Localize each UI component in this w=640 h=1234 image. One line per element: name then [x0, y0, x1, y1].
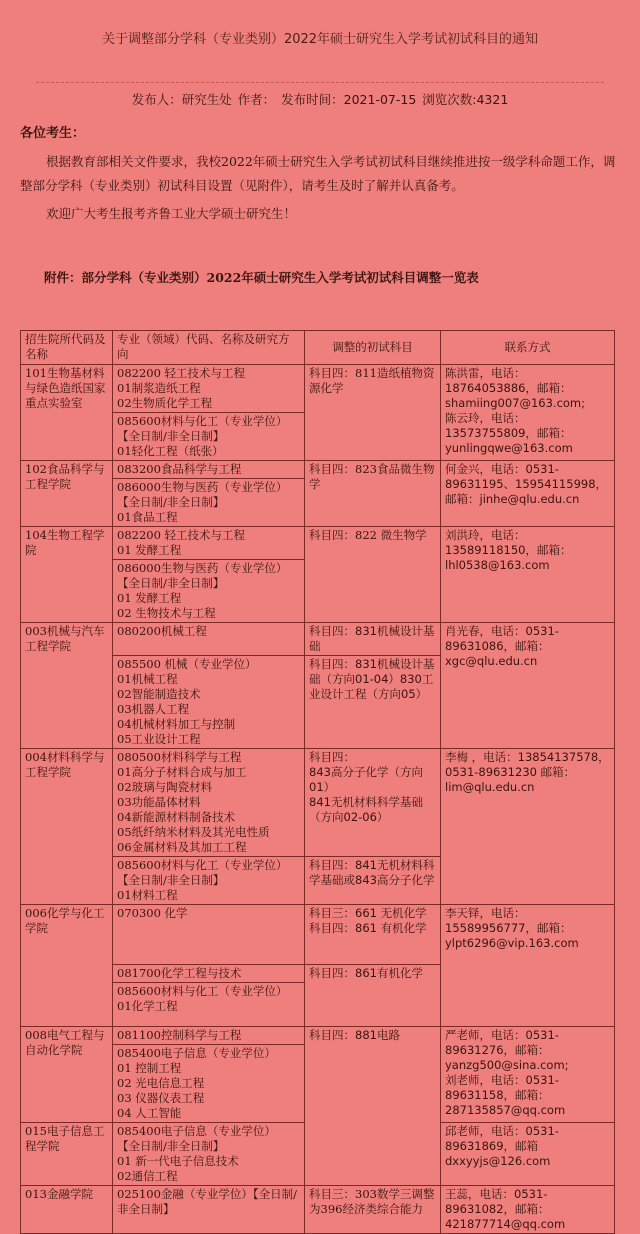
cell-line: 02通信工程 [117, 1169, 178, 1183]
cell-line: 086000生物与医药（专业学位）【全日制/非全日制】 [117, 480, 288, 509]
cell-line: 何金兴，电话：0531-89631195、15954115998，邮箱：jinhe@qlu.edu.cn [445, 462, 608, 506]
cell-line: 070300 化学 [117, 906, 188, 920]
cell-line: 王蕊，电话：0531-89631082，邮箱：421877714@qq.com [445, 1187, 566, 1231]
major-cell [113, 623, 305, 656]
cell-line: 李天铎，电话：15589956777，邮箱：ylpt6296@vip.163.com [445, 906, 579, 950]
cell-line: 01 发酵工程 [117, 591, 182, 605]
cell-line: 080200机械工程 [117, 624, 207, 638]
cell-line: 080500材料科学与工程 [117, 750, 242, 764]
cell-line: 刘老师，电话：0531-89631158，邮箱：287135857@qq.com [445, 1073, 566, 1117]
appendix-title: 附件：部分学科（专业类别）2022年硕士研究生入学考试初试科目调整一览表 [44, 270, 479, 285]
major-cell [113, 983, 305, 1027]
subject-cell: 科目四：861有机化学 [305, 965, 441, 1027]
cell-line: 01化学工程 [117, 999, 178, 1013]
college-cell: 003机械与汽车工程学院 [21, 623, 113, 749]
cell-line: 843高分子化学（方向01） [309, 765, 423, 794]
cell-line: 01食品工程 [117, 510, 178, 524]
cell-line: 科目四： [309, 750, 355, 764]
cell-line: 05工业设计工程 [117, 732, 201, 746]
cell-line: 025100金融（专业学位）【全日制/非全日制】 [117, 1187, 298, 1216]
cell-line: 01制浆造纸工程 [117, 381, 201, 395]
cell-line: 085400电子信息（专业学位） [117, 1046, 276, 1060]
contact-cell [441, 527, 615, 623]
major-cell [113, 527, 305, 560]
major-cell [113, 1186, 305, 1234]
subject-cell: 科目四：811造纸植物资源化学 [305, 365, 441, 461]
cell-line: 01 发酵工程 [117, 543, 182, 557]
cell-line: 肖光春，电话：0531-89631086，邮箱：xgc@qlu.edu.cn [445, 624, 559, 668]
college-cell: 006化学与化工学院 [21, 905, 113, 1027]
subject-cell: 科目三：661 无机化学 科目四：861 有机化学 [305, 905, 441, 965]
header-college: 招生院所代码及名称 [21, 331, 113, 365]
cell-line: 841无机材料科学基础（方向02-06） [309, 795, 423, 824]
cell-line: 082200 轻工技术与工程 [117, 528, 246, 542]
cell-line: 陈洪雷，电话：18764053886，邮箱：shamiing007@163.com; [445, 366, 585, 410]
cell-line: 085400电子信息（专业学位） [117, 1124, 276, 1138]
subject-cell: 科目四：822 微生物学 [305, 527, 441, 623]
cell-line: 081700化学工程与技术 [117, 966, 242, 980]
contact-cell [441, 905, 615, 1027]
cell-line: 082200 轻工技术与工程 [117, 366, 246, 380]
subject-cell: 科目四：823食品微生物学 [305, 461, 441, 527]
subject-cell: 科目三：303数学三调整为396经济类综合能力 [305, 1186, 441, 1234]
header-contact: 联系方式 [441, 331, 615, 365]
cell-line: 02 生物技术与工程 [117, 606, 216, 620]
contact-cell [441, 1186, 615, 1234]
major-cell [113, 413, 305, 461]
major-cell [113, 1045, 305, 1123]
subject-cell: 科目四：831机械设计基础（方向01-04）830工业设计工程（方向05） [305, 656, 441, 749]
cell-line: 085600材料与化工（专业学位）【全日制/非全日制】 [117, 858, 288, 887]
cell-line: 李梅 ，电话：13854137578，0531-89631230 邮箱：lim@qlu.edu.cn [445, 750, 610, 794]
college-cell: 104生物工程学院 [21, 527, 113, 623]
college-cell: 008电气工程与自动化学院 [21, 1027, 113, 1123]
cell-line: 01材料工程 [117, 888, 178, 902]
cell-line: 04机械材料加工与控制 [117, 717, 236, 731]
subject-adjustment-table [20, 330, 615, 1234]
major-cell [113, 1027, 305, 1045]
header-major: 专业（领域）代码、名称及研究方向 [113, 331, 305, 365]
college-cell: 102食品科学与工程学院 [21, 461, 113, 527]
cell-line: 01 新一代电子信息技术 [117, 1154, 239, 1168]
cell-line: 严老师，电话：0531-89631276，邮箱：yanzg500@sina.com; [445, 1028, 569, 1072]
college-cell: 015电子信息工程学院 [21, 1123, 113, 1186]
cell-line: 085600材料与化工（专业学位）【全日制/非全日制】 [117, 414, 288, 443]
major-cell [113, 749, 305, 857]
cell-line: 081100控制科学与工程 [117, 1028, 242, 1042]
contact-cell [441, 1123, 615, 1186]
college-cell: 004材料科学与工程学院 [21, 749, 113, 905]
contact-cell [441, 623, 615, 749]
cell-line: 刘洪玲，电话：13589118150，邮箱：lhl0538@163.com [445, 528, 572, 572]
cell-line: 03 仪器仪表工程 [117, 1091, 205, 1105]
major-cell [113, 656, 305, 749]
title-divider [36, 82, 604, 83]
cell-line: 02 光电信息工程 [117, 1076, 205, 1090]
cell-line: 01高分子材料合成与加工 [117, 765, 247, 779]
subject-cell [305, 749, 441, 857]
cell-line: 02生物质化学工程 [117, 396, 213, 410]
cell-line: 陈云玲，电话：13573755809，邮箱：yunlingqwe@163.com [445, 411, 573, 455]
major-cell [113, 857, 305, 905]
cell-line: 邱老师，电话：0531-89631869，邮箱 dxxyyjs@126.com [445, 1124, 559, 1168]
cell-line: 01 控制工程 [117, 1061, 182, 1075]
cell-line: 05纸纤纳米材料及其光电性质 [117, 825, 270, 839]
contact-cell [441, 461, 615, 527]
major-cell [113, 461, 305, 479]
greeting: 各位考生： [20, 126, 86, 141]
contact-cell [441, 365, 615, 461]
cell-line: 03机器人工程 [117, 702, 190, 716]
college-cell: 101生物基材料与绿色造纸国家重点实验室 [21, 365, 113, 461]
cell-line: 086000生物与医药（专业学位）【全日制/非全日制】 [117, 561, 288, 590]
cell-line: 01轻化工程（纸张） [117, 444, 224, 458]
subject-cell: 科目四：831机械设计基础 [305, 623, 441, 656]
cell-line: 02智能制造技术 [117, 687, 201, 701]
major-cell [113, 365, 305, 413]
cell-line: 06金属材料及其加工工程 [117, 840, 247, 854]
cell-line: 085500 机械（专业学位） [117, 657, 257, 671]
cell-line: 083200食品科学与工程 [117, 462, 242, 476]
subject-cell: 科目四：841无机材料科学基础或843高分子化学 [305, 857, 441, 905]
cell-line: 02玻璃与陶瓷材料 [117, 780, 213, 794]
contact-cell [441, 749, 615, 905]
welcome-paragraph: 欢迎广大考生报考齐鲁工业大学硕士研究生！ [46, 206, 297, 221]
notice-paragraph: 根据教育部相关文件要求，我校2022年硕士研究生入学考试初试科目继续推进按一级学科命题工作，调整部分学科（专业类别）初试科目设置（见附件），请考生及时了解并认真备考。 [20, 154, 616, 193]
cell-line: 04 人工智能 [117, 1106, 182, 1120]
header-subject: 调整的初试科目 [305, 331, 441, 365]
cell-line: 【全日制/非全日制】 [117, 1139, 225, 1153]
major-cell [113, 560, 305, 623]
page-title: 关于调整部分学科（专业类别）2022年硕士研究生入学考试初试科目的通知 [101, 32, 539, 47]
major-cell [113, 965, 305, 983]
college-cell: 013金融学院 [21, 1186, 113, 1234]
cell-line: 03功能晶体材料 [117, 795, 201, 809]
major-cell [113, 479, 305, 527]
major-cell [113, 1123, 305, 1186]
contact-cell [441, 1027, 615, 1123]
cell-line: 01机械工程 [117, 672, 178, 686]
subject-cell: 科目四：881电路 [305, 1027, 441, 1186]
major-cell [113, 905, 305, 965]
cell-line: 04新能源材料制备技术 [117, 810, 236, 824]
publish-meta: 发布人：研究生处 作者： 发布时间：2021-07-15 浏览次数:4321 [131, 92, 509, 107]
cell-line: 085600材料与化工（专业学位） [117, 984, 288, 998]
